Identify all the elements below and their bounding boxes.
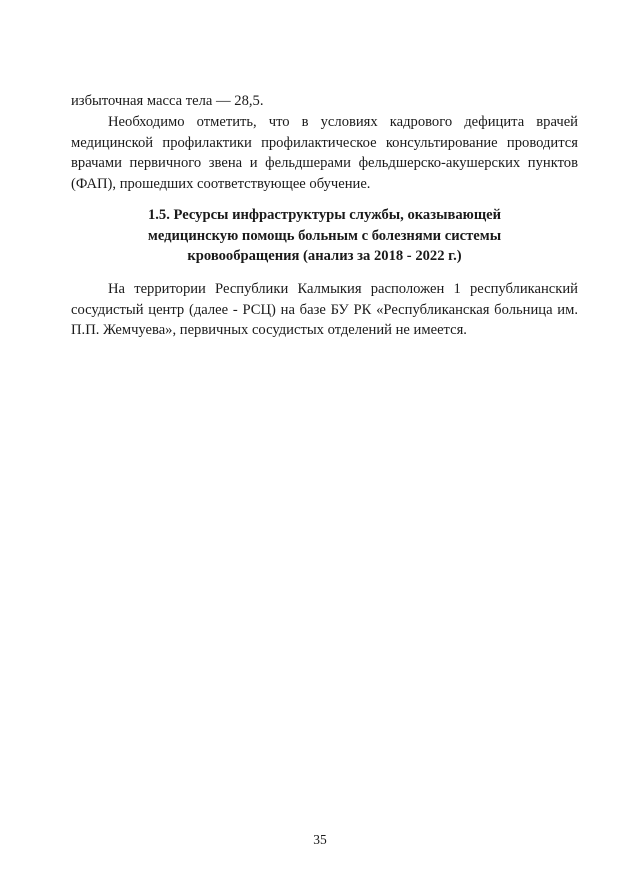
continuation-line: избыточная масса тела — 28,5. bbox=[71, 93, 264, 109]
section-heading-line-2: медицинскую помощь больным с болезнями системы bbox=[147, 227, 502, 244]
section-heading bbox=[71, 205, 578, 267]
paragraph-vascular-center: На территории Республики Калмыкия расположен 1 республиканский сосудистый центр (далее - РСЦ) на базе БУ РК «Республиканская больница им. П.П. Жемчуева», первичных сосудистых отделений не имеется. bbox=[71, 281, 578, 338]
page-number: 35 bbox=[313, 832, 327, 847]
section-heading-line-3: кровообращения (анализ за 2018 - 2022 г.) bbox=[187, 248, 462, 264]
paragraph-staff-shortage: Необходимо отметить, что в условиях кадрового дефицита врачей медицинской профилактики профилактическое консультирование проводится врачами первичного звена и фельдшерами фельдшерско-акушерских пунктов (ФАП), прошедших соответствующее обучение. bbox=[71, 114, 578, 192]
section-heading-line-1: 1.5. Ресурсы инфраструктуры службы, оказывающей bbox=[147, 207, 502, 223]
